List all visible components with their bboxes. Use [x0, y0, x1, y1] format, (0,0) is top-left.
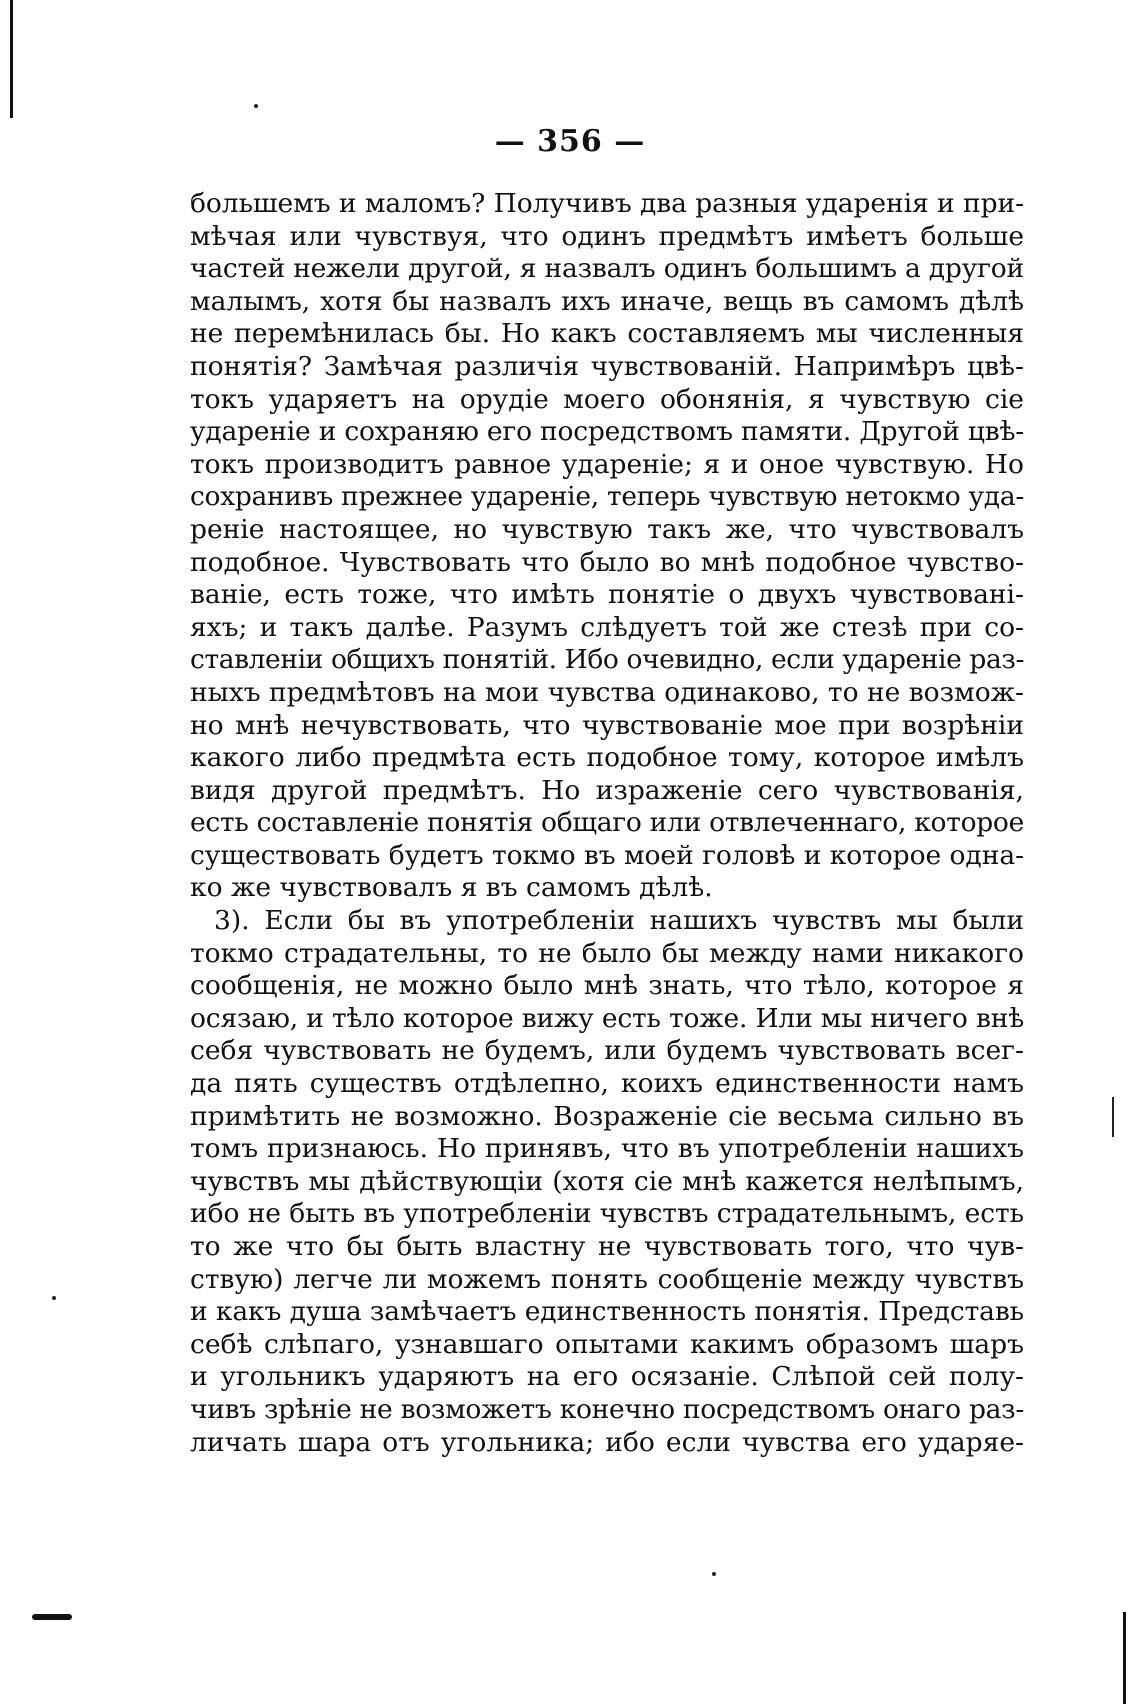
text-line: ставленіи общихъ понятій. Ибо очевидно, если удареніе раз-: [190, 644, 1024, 676]
text-line: яхъ; и такъ далѣе. Разумъ слѣдуетъ той же стезѣ при со-: [190, 611, 1024, 643]
text-line: и угольникъ ударяютъ на его осязаніе. Слѣпой сей полу-: [190, 1361, 1024, 1393]
text-line: есть составленіе понятія общаго или отвлеченнаго, которое: [190, 807, 1024, 839]
text-line: личать шара отъ угольника; ибо если чувства его ударяе-: [190, 1426, 1024, 1458]
text-line: сохранивъ прежнее удареніе, теперь чувствую нетокмо уда-: [190, 481, 1024, 513]
text-line: какого либо предмѣта есть подобное тому, которое имѣлъ: [190, 742, 1024, 774]
text-line: подобное. Чувствовать что было во мнѣ подобное чувство-: [190, 546, 1024, 578]
text-line: и какъ душа замѣчаетъ единственность понятія. Представь: [190, 1296, 1024, 1328]
scan-edge-mark: [1112, 1097, 1114, 1137]
text-line: томъ признаюсь. Но принявъ, что въ употребленіи нашихъ: [190, 1133, 1024, 1165]
text-line: существовать будетъ токмо въ моей головѣ и которое одна-: [190, 839, 1024, 871]
scan-speck: [52, 1296, 56, 1300]
text-line: себя чувствовать не будемъ, или будемъ чувствовать всег-: [190, 1035, 1024, 1067]
text-line: токъ производитъ равное удареніе; я и оное чувствую. Но: [190, 448, 1024, 480]
text-line: ствую) легче ли можемъ понять сообщеніе между чувствъ: [190, 1263, 1024, 1295]
text-line: сообщенія, не можно было мнѣ знать, что тѣло, которое я: [190, 970, 1024, 1002]
text-line: 3). Если бы въ употребленіи нашихъ чувствъ мы были: [214, 905, 1024, 937]
text-line: ныхъ предмѣтовъ на мои чувства одинаково, то не возмож-: [190, 676, 1024, 708]
text-line: но мнѣ нечувствовать, что чувствованіе мое при возрѣніи: [190, 709, 1024, 741]
scan-edge-line: [1123, 1612, 1126, 1704]
scan-speck: [254, 104, 258, 108]
text-line: малымъ, хотя бы назвалъ ихъ иначе, вещь въ самомъ дѣлѣ: [190, 285, 1024, 317]
scan-smudge: [32, 1614, 72, 1620]
text-line: осязаю, и тѣло которое вижу есть тоже. Или мы ничего внѣ: [190, 1002, 1024, 1034]
text-line: частей нежели другой, я назвалъ одинъ большимъ а другой: [190, 253, 1024, 285]
text-line: да пять существъ отдѣлепно, коихъ единственности намъ: [190, 1068, 1024, 1100]
text-line: токъ ударяетъ на орудіе моего обонянія, я чувствую сіе: [190, 383, 1024, 415]
page-number: — 356 —: [494, 124, 646, 159]
text-line: реніе настоящее, но чувствую такъ же, что чувствовалъ: [190, 513, 1024, 545]
text-line: ваніе, есть тоже, что имѣть понятіе о двухъ чувствовані-: [190, 579, 1024, 611]
scan-edge-line: [10, 0, 13, 118]
text-line: чивъ зрѣніе не возможетъ конечно посредствомъ онаго раз-: [190, 1393, 1025, 1425]
text-line: себѣ слѣпаго, узнавшаго опытами какимъ образомъ шаръ: [190, 1328, 1024, 1360]
text-line: мѣчая или чувствуя, что одинъ предмѣтъ имѣетъ больше: [190, 220, 1024, 252]
text-line: большемъ и маломъ? Получивъ два разныя ударенія и при-: [190, 188, 1024, 219]
text-line: то же что бы быть властну не чувствовать того, что чув-: [190, 1231, 1024, 1262]
body-text: [190, 188, 1024, 1459]
text-line: токмо страдательны, то не было бы между нами никакого: [190, 937, 1024, 969]
text-line: ко же чувствовалъ я въ самомъ дѣлѣ.: [190, 872, 713, 904]
text-line: видя другой предмѣтъ. Но израженіе сего чувствованія,: [190, 774, 1024, 806]
text-line: удареніе и сохраняю его посредствомъ памяти. Другой цвѣ-: [190, 416, 1024, 448]
text-line: не перемѣнилась бы. Но какъ составляемъ мы численныя: [190, 318, 1024, 350]
text-line: чувствъ мы дѣйствующіи (хотя сіе мнѣ кажется нелѣпымъ,: [190, 1165, 1024, 1197]
text-line: понятія? Замѣчая различія чувствованій. Напримѣръ цвѣ-: [190, 350, 1024, 382]
scan-speck: [712, 1572, 716, 1576]
text-line: примѣтить не возможно. Возраженіе сіе весьма сильно въ: [190, 1100, 1024, 1132]
text-line: ибо не быть въ употребленіи чувствъ страдательнымъ, есть: [190, 1198, 1025, 1230]
